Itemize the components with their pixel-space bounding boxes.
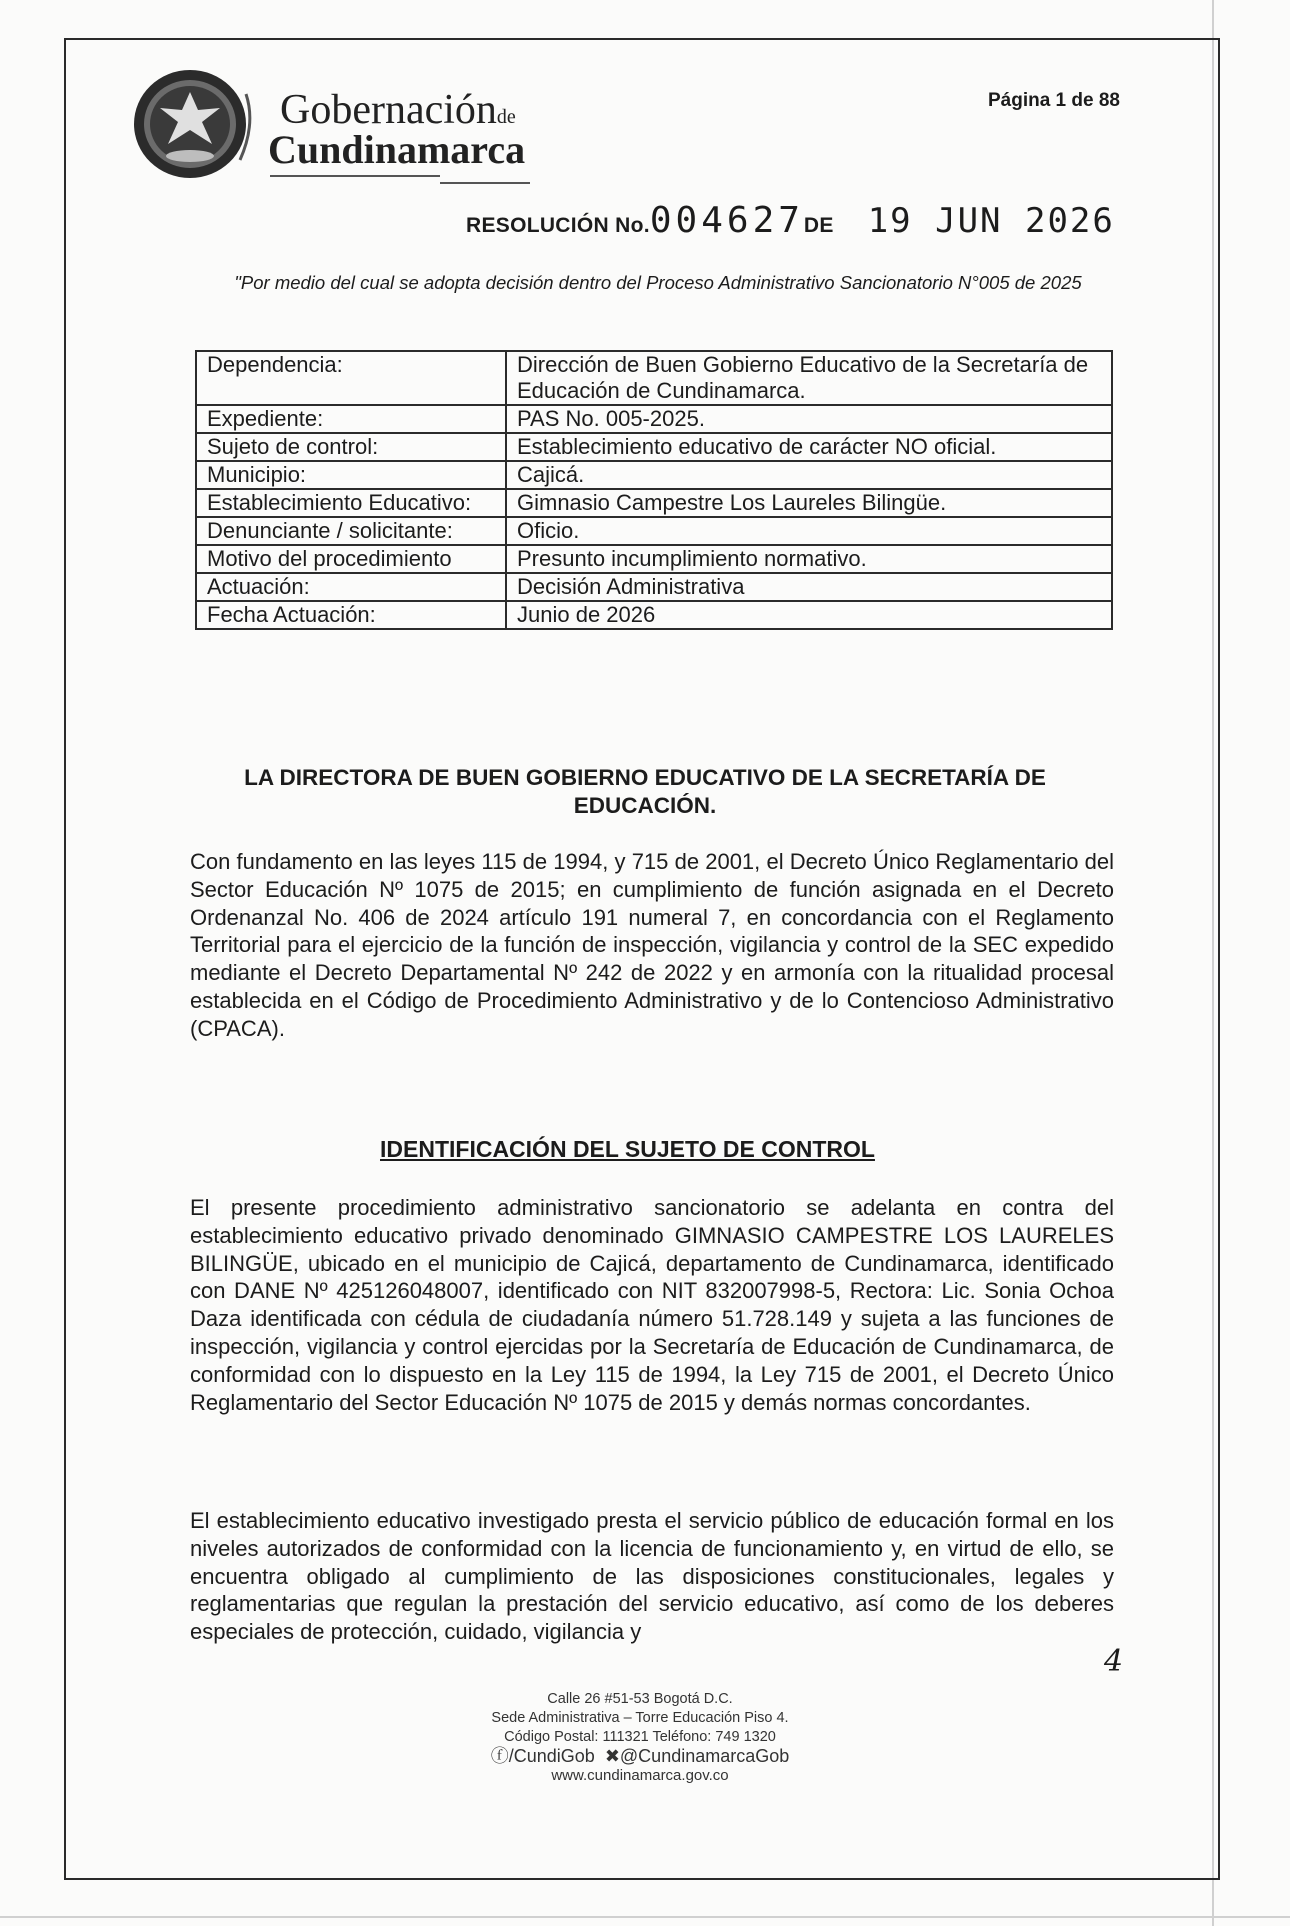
resolution-label: RESOLUCIÓN No. xyxy=(466,214,650,237)
field-label: Expediente: xyxy=(196,405,506,433)
field-value: Oficio. xyxy=(506,517,1112,545)
brand-underline xyxy=(270,175,440,177)
footer-social xyxy=(400,1747,880,1766)
table-row xyxy=(196,601,1112,629)
table-row xyxy=(196,545,1112,573)
field-label: Denunciante / solicitante: xyxy=(196,517,506,545)
field-label: Municipio: xyxy=(196,461,506,489)
footer-website: www.cundinamarca.gov.co xyxy=(551,1767,729,1784)
handwritten-initials: 4 xyxy=(1104,1644,1124,1679)
field-label: Establecimiento Educativo: xyxy=(196,489,506,517)
field-value: PAS No. 005-2025. xyxy=(506,405,1112,433)
legal-basis-paragraph: Con fundamento en las leyes 115 de 1994, y 715 de 2001, el Decreto Único Reglamentario del Sector Educación Nº 1075 de 2015; en cumplimiento de función asignada en el Decreto Ordenanzal No. 406 de 2024 artículo 191 numeral 7, en concordancia con el Reglamento Territorial para el ejercicio de la función de inspección, vigilancia y control de la SEC expedido mediante el Decreto Departamental Nº 242 de 2022 y en armonía con la ritualidad procesal establecida en el Código de Procedimiento Administrativo y de lo Contencioso Administrativo (CPACA). xyxy=(190,849,1114,1041)
resolution-number-stamp: 004627 xyxy=(649,200,804,241)
resolution-date-stamp: 19 JUN 2026 xyxy=(867,201,1115,241)
field-value: Dirección de Buen Gobierno Educativo de la Secretaría de Educación de Cundinamarca. xyxy=(506,351,1112,405)
obligations-paragraph: El establecimiento educativo investigado presta el servicio público de educación formal en los niveles autorizados de conformidad con la licencia de funcionamiento y, en virtud de ello, se encuentra obligado al cumplimiento de las disposiciones constitucionales, legales y reglamentarias que regulan la prestación del servicio educativo, así como de los deberes especiales de protección, cuidado, vigilancia y xyxy=(190,1508,1114,1645)
field-value: Establecimiento educativo de carácter NO oficial. xyxy=(506,433,1112,461)
table-row xyxy=(196,489,1112,517)
twitter-handle: @CundinamarcaGob xyxy=(619,1746,790,1766)
field-value: Gimnasio Campestre Los Laureles Bilingüe. xyxy=(506,489,1112,517)
facebook-icon: ⓕ xyxy=(490,1746,509,1766)
resolution-line xyxy=(466,200,1115,241)
field-value: Junio de 2026 xyxy=(506,601,1112,629)
field-label: Fecha Actuación: xyxy=(196,601,506,629)
page-number: Página 1 de 88 xyxy=(987,90,1120,111)
footer-office: Sede Administrativa – Torre Educación Piso 4. xyxy=(491,1710,789,1726)
government-seal-logo xyxy=(128,64,258,184)
authority-heading: LA DIRECTORA DE BUEN GOBIERNO EDUCATIVO DE LA SECRETARÍA DE EDUCACIÓN. xyxy=(244,765,1046,818)
subject-identification-paragraph: El presente procedimiento administrativo sancionatorio se adelanta en contra del establecimiento educativo privado denominado GIMNASIO CAMPESTRE LOS LAURELES BILINGÜE, ubicado en el municipio de Cajicá, departamento de Cundinamarca, identificado con DANE Nº 425126048007, identificado con NIT 832007998-5, Rectora: Lic. Sonia Ochoa Daza identificada con cédula de ciudadanía número 51.728.149 y sujeta a las funciones de inspección, vigilancia y control ejercidas por la Secretaría de Educación de Cundinamarca, de conformidad con lo dispuesto en la Ley 115 de 1994, la Ley 715 de 2001, el Decreto Único Reglamentario del Sector Educación Nº 1075 de 2015 y demás normas concordantes. xyxy=(190,1195,1114,1415)
page-footer xyxy=(400,1690,880,1785)
field-label: Motivo del procedimiento xyxy=(196,545,506,573)
footer-contact: Código Postal: 111321 Teléfono: 749 1320 xyxy=(504,1729,776,1745)
field-value: Presunto incumplimiento normativo. xyxy=(506,545,1112,573)
field-label: Actuación: xyxy=(196,573,506,601)
table-row xyxy=(196,517,1112,545)
footer-address: Calle 26 #51-53 Bogotá D.C. xyxy=(547,1691,733,1707)
brand-name-line1: Gobernaciónde xyxy=(280,87,516,133)
section-heading: IDENTIFICACIÓN DEL SUJETO DE CONTROL xyxy=(380,1136,875,1162)
case-metadata-table xyxy=(195,350,1113,630)
table-row xyxy=(196,433,1112,461)
table-row xyxy=(196,405,1112,433)
resolution-subject: "Por medio del cual se adopta decisión dentro del Proceso Administrativo Sancionatorio N°005 de 2025 xyxy=(234,272,1082,293)
field-label: Sujeto de control: xyxy=(196,433,506,461)
facebook-handle: /CundiGob xyxy=(508,1746,595,1766)
brand-name-line2: Cundinamarca xyxy=(268,127,526,172)
field-label: Dependencia: xyxy=(196,351,506,405)
table-row xyxy=(196,461,1112,489)
field-value: Decisión Administrativa xyxy=(506,573,1112,601)
resolution-de: DE xyxy=(803,214,834,237)
field-value: Cajicá. xyxy=(506,461,1112,489)
twitter-icon: ✖ xyxy=(604,1746,620,1766)
brand-underline-short xyxy=(440,182,530,184)
table-row xyxy=(196,573,1112,601)
table-row xyxy=(196,351,1112,405)
